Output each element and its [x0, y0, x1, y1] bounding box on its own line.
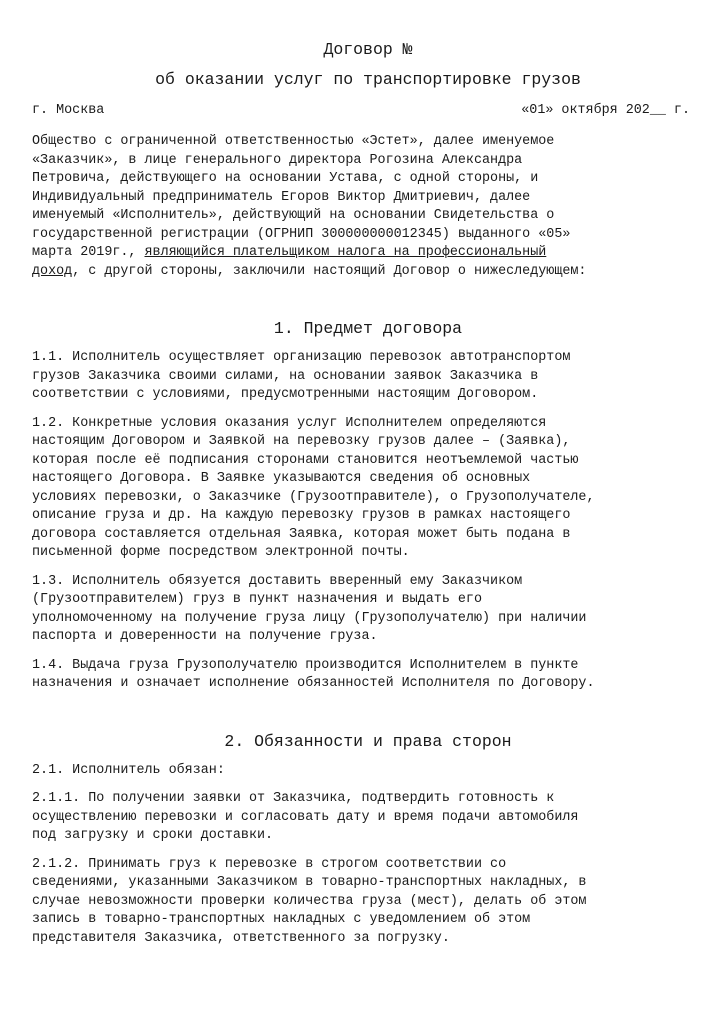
tax-status-underlined: являющийся плательщиком налога на профессиональный [144, 245, 547, 260]
section-2 [32, 762, 704, 949]
clause-1-2: 1.2. Конкретные условия оказания услуг Исполнителем определяются настоящим Договором и Заявкой на перевозку грузов далее – (Заявка), которая после её подписания сторонами становится неотъемлемой частью настоящего Договора. В Заявке указываются сведения об основных условиях перевозки, о Заказчике (Грузоотправителе), о Грузополучателе, описание груза и др. На каждую перевозку грузов в рамках настоящего договора составляется отдельная Заявка, которая может быть подана в письменной форме посредством электронной почты. [32, 415, 595, 560]
preamble-ending: , с другой стороны, заключили настоящий Договор о нижеследующем: [72, 263, 587, 279]
clause-1-4: 1.4. Выдача груза Грузополучателю производится Исполнителем в пункте назначения и означает исполнение обязанностей Исполнителя по Договору. [32, 657, 595, 691]
city-date-line [32, 102, 704, 120]
tax-status-underlined-2: доход [32, 263, 73, 279]
clause-2-1: 2.1. Исполнитель обязан: [32, 762, 225, 778]
section-1 [32, 349, 704, 694]
contract-document [32, 36, 704, 948]
clause-2-1-1: 2.1.1. По получении заявки от Заказчика, подтвердить готовность к осуществлению перевозки и согласовать дату и время подачи автомобиля под загрузку и сроки доставки. [32, 791, 579, 843]
contract-city: г. Москва [32, 103, 105, 118]
section-2-heading: 2. Обязанности и права сторон [224, 731, 512, 751]
contract-date: «01» октября 202__ г. [521, 103, 690, 118]
clause-2-1-2: 2.1.2. Принимать груз к перевозке в строгом соответствии со сведениями, указанными Заказчиком в товарно-транспортных накладных, в случае невозможности проверки количества груза (мест), делать об этом запись в товарно-транспортных накладных с уведомлением об этом представителя Заказчика, ответственного за погрузку. [32, 856, 587, 946]
preamble [32, 133, 704, 281]
clause-1-3: 1.3. Исполнитель обязуется доставить вверенный ему Заказчиком (Грузоотправителем) груз в пункт назначения и выдать его уполномоченному на получение груза лицу (Грузополучателю) при наличии паспорта и доверенности на получение груза. [32, 573, 587, 644]
contract-subtitle: об оказании услуг по транспортировке грузов [155, 70, 581, 89]
preamble-text: Общество с ограниченной ответственностью «Эстет», далее именуемое «Заказчик», в лице генерального директора Рогозина Александра Петровича, действующего на основании Устава, с одной стороны, и Индивидуальный предприниматель Егоров Виктор Дмитриевич, далее именуемый «Исполнитель», действующий на основании Свидетельства о государственной регистрации (ОГРНИП 300000000012345) выданного «05» марта 2019г., [32, 134, 571, 260]
clause-1-1: 1.1. Исполнитель осуществляет организацию перевозок автотранспортом грузов Заказчика своими силами, на основании заявок Заказчика в соответствии с условиями, предусмотренными настоящим Договором. [32, 350, 571, 402]
contract-title: Договор № [323, 40, 413, 59]
section-1-heading: 1. Предмет договора [273, 319, 463, 338]
